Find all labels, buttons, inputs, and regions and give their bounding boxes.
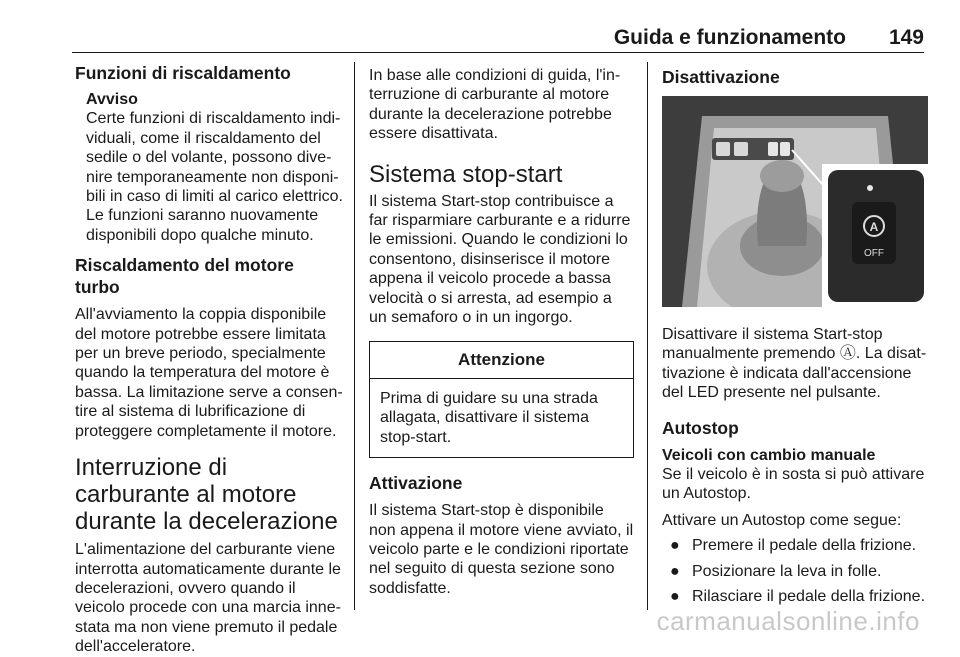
page-number: 149 xyxy=(888,26,924,49)
bullet-dot: ● xyxy=(670,588,680,606)
manual-text: Se il veicolo è in sosta si può attivare un Autostop. xyxy=(662,466,925,503)
figure-off-label: OFF xyxy=(864,248,884,259)
header-rule xyxy=(72,52,924,53)
column-3 xyxy=(662,62,928,606)
interruzione-text: L'alimentazione del carburante viene interrotta automaticamente durante le decelerazioni, ovvero quando il veicolo procede con una marcia inne-stata ma non viene premuto il pedale dell'acceleratore. xyxy=(75,541,341,656)
caution-box xyxy=(369,341,634,458)
page-header xyxy=(72,24,924,50)
disattivazione-text-after: . La disat-tivazione è indicata dall'accensione del LED presente nel pulsante. xyxy=(662,345,927,402)
stop-start-text: Il sistema Start-stop contribuisce a far risparmiare carburante e a ridurre le emissioni. Quando le condizioni lo consentono, disinserisce il motore appena il veicolo procede a bassa velocità o si arresta, ad esempio a un semaforo o in un ingorgo. xyxy=(369,192,631,327)
heading-turbo: Riscaldamento del motore turbo xyxy=(75,255,294,298)
bullet-dot: ● xyxy=(670,537,680,555)
notice-text: Certe funzioni di riscaldamento indi-viduali, come il riscaldamento del sedile o del volante, possono dive-nire temporaneamente non disponi-bili in caso di limiti al carico elettrico. Le funzioni saranno nuovamente disponibili dopo qualche minuto. xyxy=(86,110,343,244)
svg-text:A: A xyxy=(869,220,879,234)
heading-riscaldamento: Funzioni di riscaldamento xyxy=(75,63,291,83)
turbo-text: All'avviamento la coppia disponibile del motore potrebbe essere limitata per un breve periodo, specialmente quando la temperatura del motore è bassa. La limitazione serve a consen-tire al sistema di lubrificazione di proteggere completamente il motore. xyxy=(75,306,343,440)
bullet-item xyxy=(670,536,928,555)
caution-title: Attenzione xyxy=(370,342,633,378)
notice-title: Avviso xyxy=(86,91,138,108)
column-divider-1 xyxy=(354,62,355,610)
how-text: Attivare un Autostop come segue: xyxy=(662,511,902,529)
disattivazione-text-before: Disattivare il sistema Start-stop manualmente premendo xyxy=(662,326,883,363)
bullet-text: Premere il pedale della frizione. xyxy=(692,537,917,555)
bullet-item xyxy=(670,562,928,581)
disattivazione-text xyxy=(662,325,928,403)
column-2 xyxy=(369,62,634,598)
console-illustration xyxy=(662,96,928,307)
column-divider-2 xyxy=(647,62,648,610)
heading-attivazione: Attivazione xyxy=(369,473,463,494)
intro-text: In base alle condizioni di guida, l'in-terruzione di carburante al motore durante la decelerazione potrebbe essere disattivata. xyxy=(369,67,621,143)
heading-stop-start: Sistema stop-start xyxy=(369,160,563,188)
attivazione-text: Il sistema Start-stop è disponibile non appena il motore viene avviato, il veicolo parte e le condizioni riportate nel seguito di questa sezione sono soddisfatte. xyxy=(369,502,634,597)
console-figure xyxy=(662,96,928,307)
subheading-manual: Veicoli con cambio manuale xyxy=(662,446,876,464)
notice-box xyxy=(86,90,343,245)
bullet-text: Posizionare la leva in folle. xyxy=(692,562,882,580)
heading-autostop: Autostop xyxy=(662,417,739,438)
column-1 xyxy=(75,62,343,657)
caution-text: Prima di guidare su una strada allagata, disattivare il sistema stop-start. xyxy=(380,389,598,446)
watermark: carmanualsonline.info xyxy=(656,606,920,636)
bullet-dot: ● xyxy=(670,562,680,580)
header-title: Guida e funzionamento xyxy=(613,26,846,49)
stop-start-off-icon: Ⓐ xyxy=(839,345,856,363)
bullet-item xyxy=(670,587,928,606)
heading-disattivazione: Disattivazione xyxy=(662,67,780,87)
heading-interruzione: Interruzione di carburante al motore durante la decelerazione xyxy=(75,454,338,536)
bullet-text: Rilasciare il pedale della frizione. xyxy=(692,588,926,606)
